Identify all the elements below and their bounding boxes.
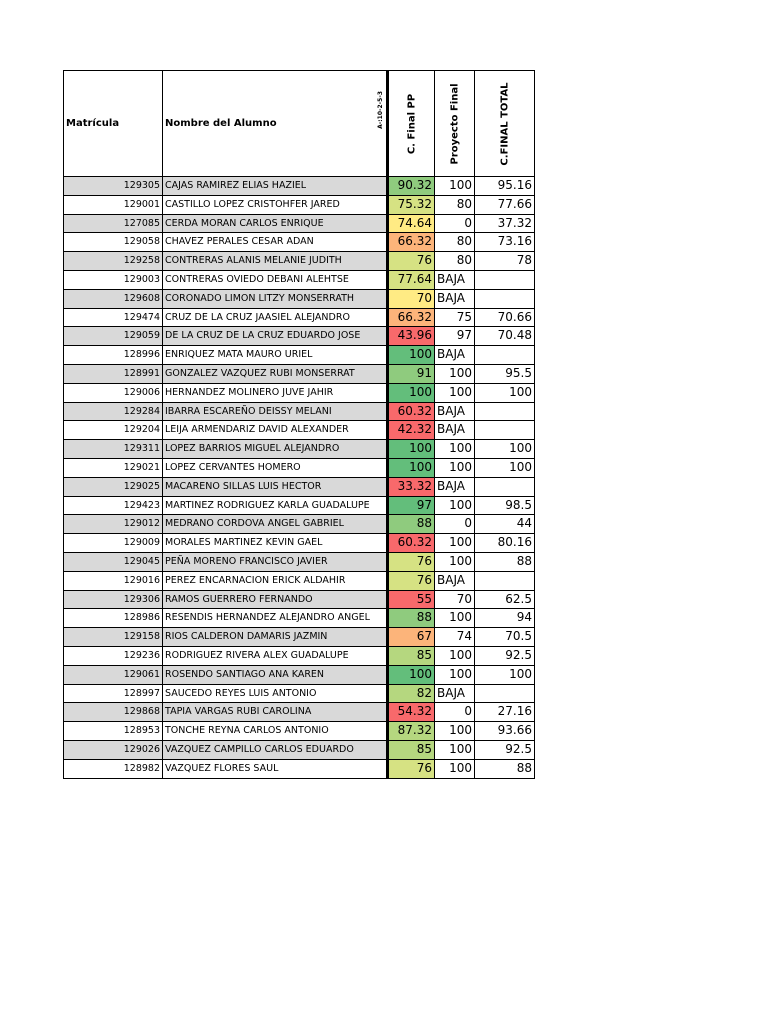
cell-matricula[interactable]: 129016 [64, 571, 163, 590]
cell-proyecto[interactable]: 100 [435, 665, 475, 684]
cell-nombre[interactable]: GONZALEZ VAZQUEZ RUBI MONSERRAT [163, 364, 388, 383]
cell-final-pp[interactable]: 74.64 [388, 214, 435, 233]
cell-final-pp[interactable]: 43.96 [388, 327, 435, 346]
cell-final-pp[interactable]: 70 [388, 289, 435, 308]
cell-proyecto[interactable]: 100 [435, 646, 475, 665]
cell-proyecto[interactable]: 100 [435, 609, 475, 628]
cell-nombre[interactable]: RAMOS GUERRERO FERNANDO [163, 590, 388, 609]
table-body [64, 177, 535, 779]
cell-proyecto[interactable]: 0 [435, 214, 475, 233]
cell-final-pp[interactable]: 66.32 [388, 308, 435, 327]
cell-nombre[interactable]: PEREZ ENCARNACION ERICK ALDAHIR [163, 571, 388, 590]
cell-matricula[interactable]: 128997 [64, 684, 163, 703]
cell-matricula[interactable]: 129025 [64, 477, 163, 496]
table-row [64, 759, 535, 778]
table-row [64, 609, 535, 628]
cell-total[interactable]: 37.32 [475, 214, 535, 233]
cell-nombre[interactable]: MARTINEZ RODRIGUEZ KARLA GUADALUPE [163, 496, 388, 515]
table-row [64, 383, 535, 402]
grades-table [63, 70, 535, 779]
cell-total[interactable]: 62.5 [475, 590, 535, 609]
table-row [64, 308, 535, 327]
cell-nombre[interactable]: CORONADO LIMON LITZY MONSERRATH [163, 289, 388, 308]
cell-proyecto[interactable]: 80 [435, 233, 475, 252]
table-row [64, 552, 535, 571]
cell-matricula[interactable]: 129045 [64, 552, 163, 571]
cell-matricula[interactable]: 129258 [64, 252, 163, 271]
cell-matricula[interactable]: 129006 [64, 383, 163, 402]
header-matricula[interactable]: Matrícula [64, 71, 163, 177]
cell-proyecto[interactable]: 100 [435, 458, 475, 477]
header-final-pp-label: C. Final PP [406, 93, 417, 154]
cell-total[interactable]: 92.5 [475, 646, 535, 665]
cell-final-pp[interactable]: 85 [388, 646, 435, 665]
cell-matricula[interactable]: 129311 [64, 440, 163, 459]
header-proyecto[interactable] [435, 71, 475, 177]
cell-final-pp[interactable]: 76 [388, 552, 435, 571]
cell-proyecto[interactable]: 100 [435, 722, 475, 741]
header-proyecto-label: Proyecto Final [449, 82, 460, 165]
cell-total[interactable]: 88 [475, 759, 535, 778]
cell-total[interactable] [475, 270, 535, 289]
cell-total[interactable] [475, 477, 535, 496]
table-row [64, 515, 535, 534]
cell-final-pp[interactable]: 67 [388, 628, 435, 647]
header-total-label: C.FINAL TOTAL [499, 81, 510, 166]
cell-total[interactable]: 44 [475, 515, 535, 534]
cell-total[interactable]: 100 [475, 665, 535, 684]
cell-proyecto[interactable]: 74 [435, 628, 475, 647]
cell-matricula[interactable]: 128953 [64, 722, 163, 741]
cell-nombre[interactable]: RIOS CALDERON DAMARIS JAZMIN [163, 628, 388, 647]
cell-proyecto[interactable]: 0 [435, 703, 475, 722]
cell-final-pp[interactable]: 91 [388, 364, 435, 383]
cell-proyecto[interactable]: 100 [435, 383, 475, 402]
cell-total[interactable] [475, 684, 535, 703]
cell-total[interactable]: 70.48 [475, 327, 535, 346]
cell-proyecto[interactable]: 97 [435, 327, 475, 346]
cell-proyecto[interactable]: BAJA [435, 421, 475, 440]
cell-final-pp[interactable]: 54.32 [388, 703, 435, 722]
cell-matricula[interactable]: 129021 [64, 458, 163, 477]
cell-matricula[interactable]: 129058 [64, 233, 163, 252]
cell-total[interactable] [475, 421, 535, 440]
cell-total[interactable]: 100 [475, 440, 535, 459]
table-row [64, 703, 535, 722]
cell-proyecto[interactable]: 70 [435, 590, 475, 609]
cell-final-pp[interactable]: 100 [388, 665, 435, 684]
cell-total[interactable]: 77.66 [475, 195, 535, 214]
cell-total[interactable]: 73.16 [475, 233, 535, 252]
cell-final-pp[interactable]: 76 [388, 759, 435, 778]
header-nombre[interactable] [163, 71, 388, 177]
cell-total[interactable]: 80.16 [475, 534, 535, 553]
cell-final-pp[interactable]: 60.32 [388, 534, 435, 553]
cell-proyecto[interactable]: BAJA [435, 289, 475, 308]
cell-proyecto[interactable]: 100 [435, 440, 475, 459]
cell-total[interactable]: 95.5 [475, 364, 535, 383]
cell-final-pp[interactable]: 100 [388, 458, 435, 477]
cell-total[interactable]: 27.16 [475, 703, 535, 722]
cell-nombre[interactable]: LEIJA ARMENDARIZ DAVID ALEXANDER [163, 421, 388, 440]
cell-nombre[interactable]: CONTRERAS ALANIS MELANIE JUDITH [163, 252, 388, 271]
cell-matricula[interactable]: 129868 [64, 703, 163, 722]
table-row [64, 289, 535, 308]
cell-total[interactable] [475, 571, 535, 590]
cell-total[interactable]: 78 [475, 252, 535, 271]
cell-matricula[interactable]: 129012 [64, 515, 163, 534]
cell-proyecto[interactable]: BAJA [435, 571, 475, 590]
cell-matricula[interactable]: 129608 [64, 289, 163, 308]
cell-nombre[interactable]: LOPEZ BARRIOS MIGUEL ALEJANDRO [163, 440, 388, 459]
cell-final-pp[interactable]: 85 [388, 740, 435, 759]
table-row [64, 440, 535, 459]
cell-matricula[interactable]: 129061 [64, 665, 163, 684]
cell-nombre[interactable]: ENRIQUEZ MATA MAURO URIEL [163, 346, 388, 365]
cell-matricula[interactable]: 128986 [64, 609, 163, 628]
table-row [64, 646, 535, 665]
cell-nombre[interactable]: CRUZ DE LA CRUZ JAASIEL ALEJANDRO [163, 308, 388, 327]
table-row [64, 665, 535, 684]
cell-nombre[interactable]: TONCHE REYNA CARLOS ANTONIO [163, 722, 388, 741]
cell-nombre[interactable]: DE LA CRUZ DE LA CRUZ EDUARDO JOSE [163, 327, 388, 346]
cell-total[interactable] [475, 289, 535, 308]
cell-final-pp[interactable]: 100 [388, 346, 435, 365]
table-row [64, 458, 535, 477]
table-row [64, 590, 535, 609]
table-row [64, 177, 535, 196]
cell-final-pp[interactable]: 97 [388, 496, 435, 515]
cell-nombre[interactable]: ROSENDO SANTIAGO ANA KAREN [163, 665, 388, 684]
cell-proyecto[interactable]: 100 [435, 740, 475, 759]
grades-sheet [63, 70, 535, 779]
cell-proyecto[interactable]: 0 [435, 515, 475, 534]
cell-nombre[interactable]: CHAVEZ PERALES CESAR ADAN [163, 233, 388, 252]
table-row [64, 534, 535, 553]
cell-matricula[interactable]: 127085 [64, 214, 163, 233]
cell-nombre[interactable]: RODRIGUEZ RIVERA ALEX GUADALUPE [163, 646, 388, 665]
cell-nombre[interactable]: MEDRANO CORDOVA ANGEL GABRIEL [163, 515, 388, 534]
table-row [64, 346, 535, 365]
cell-final-pp[interactable]: 87.32 [388, 722, 435, 741]
cell-matricula[interactable]: 128982 [64, 759, 163, 778]
cell-nombre[interactable]: LOPEZ CERVANTES HOMERO [163, 458, 388, 477]
cell-total[interactable]: 95.16 [475, 177, 535, 196]
cell-final-pp[interactable]: 42.32 [388, 421, 435, 440]
cell-final-pp[interactable]: 88 [388, 515, 435, 534]
table-row [64, 327, 535, 346]
header-marker: A-:10-2-5-3 [377, 91, 384, 129]
cell-proyecto[interactable]: 100 [435, 364, 475, 383]
cell-matricula[interactable]: 129305 [64, 177, 163, 196]
table-row [64, 270, 535, 289]
header-total[interactable] [475, 71, 535, 177]
table-row [64, 496, 535, 515]
cell-total[interactable]: 100 [475, 458, 535, 477]
cell-proyecto[interactable]: 100 [435, 552, 475, 571]
cell-nombre[interactable]: MORALES MARTINEZ KEVIN GAEL [163, 534, 388, 553]
cell-proyecto[interactable]: BAJA [435, 684, 475, 703]
cell-matricula[interactable]: 129306 [64, 590, 163, 609]
cell-total[interactable]: 93.66 [475, 722, 535, 741]
cell-final-pp[interactable]: 76 [388, 571, 435, 590]
cell-final-pp[interactable]: 88 [388, 609, 435, 628]
cell-final-pp[interactable]: 66.32 [388, 233, 435, 252]
cell-final-pp[interactable]: 75.32 [388, 195, 435, 214]
cell-matricula[interactable]: 129001 [64, 195, 163, 214]
cell-nombre[interactable]: PEÑA MORENO FRANCISCO JAVIER [163, 552, 388, 571]
cell-final-pp[interactable]: 82 [388, 684, 435, 703]
cell-final-pp[interactable]: 100 [388, 383, 435, 402]
cell-nombre[interactable]: HERNANDEZ MOLINERO JUVE JAHIR [163, 383, 388, 402]
cell-final-pp[interactable]: 90.32 [388, 177, 435, 196]
table-row [64, 628, 535, 647]
cell-final-pp[interactable]: 55 [388, 590, 435, 609]
cell-matricula[interactable]: 129204 [64, 421, 163, 440]
cell-proyecto[interactable]: BAJA [435, 402, 475, 421]
cell-matricula[interactable]: 129009 [64, 534, 163, 553]
cell-proyecto[interactable]: 100 [435, 177, 475, 196]
table-row [64, 571, 535, 590]
cell-nombre[interactable]: MACARENO SILLAS LUIS HECTOR [163, 477, 388, 496]
cell-nombre[interactable]: CASTILLO LOPEZ CRISTOHFER JARED [163, 195, 388, 214]
cell-final-pp[interactable]: 100 [388, 440, 435, 459]
cell-nombre[interactable]: VAZQUEZ CAMPILLO CARLOS EDUARDO [163, 740, 388, 759]
header-nombre-label: Nombre del Alumno [165, 118, 277, 129]
cell-proyecto[interactable]: 80 [435, 195, 475, 214]
cell-total[interactable] [475, 346, 535, 365]
cell-matricula[interactable]: 129059 [64, 327, 163, 346]
cell-total[interactable]: 98.5 [475, 496, 535, 515]
cell-nombre[interactable]: CAJAS RAMIREZ ELIAS HAZIEL [163, 177, 388, 196]
cell-nombre[interactable]: RESENDIS HERNANDEZ ALEJANDRO ANGEL [163, 609, 388, 628]
cell-total[interactable] [475, 402, 535, 421]
cell-nombre[interactable]: CONTRERAS OVIEDO DEBANI ALEHTSE [163, 270, 388, 289]
cell-matricula[interactable]: 129423 [64, 496, 163, 515]
header-final-pp[interactable] [388, 71, 435, 177]
cell-matricula[interactable]: 129026 [64, 740, 163, 759]
cell-total[interactable]: 94 [475, 609, 535, 628]
cell-proyecto[interactable]: 100 [435, 759, 475, 778]
cell-total[interactable]: 70.5 [475, 628, 535, 647]
table-row [64, 252, 535, 271]
cell-nombre[interactable]: TAPIA VARGAS RUBI CAROLINA [163, 703, 388, 722]
table-row [64, 477, 535, 496]
cell-matricula[interactable]: 129158 [64, 628, 163, 647]
cell-proyecto[interactable]: 75 [435, 308, 475, 327]
table-row [64, 684, 535, 703]
table-row [64, 722, 535, 741]
cell-final-pp[interactable]: 77.64 [388, 270, 435, 289]
cell-nombre[interactable]: CERDA MORAN CARLOS ENRIQUE [163, 214, 388, 233]
cell-matricula[interactable]: 129003 [64, 270, 163, 289]
table-row [64, 421, 535, 440]
cell-proyecto[interactable]: 80 [435, 252, 475, 271]
cell-proyecto[interactable]: BAJA [435, 346, 475, 365]
cell-nombre[interactable]: IBARRA ESCAREÑO DEISSY MELANI [163, 402, 388, 421]
cell-matricula[interactable]: 128991 [64, 364, 163, 383]
cell-matricula[interactable]: 128996 [64, 346, 163, 365]
cell-nombre[interactable]: SAUCEDO REYES LUIS ANTONIO [163, 684, 388, 703]
cell-proyecto[interactable]: BAJA [435, 270, 475, 289]
table-row [64, 233, 535, 252]
header-row [64, 71, 535, 177]
cell-final-pp[interactable]: 60.32 [388, 402, 435, 421]
cell-final-pp[interactable]: 76 [388, 252, 435, 271]
table-row [64, 364, 535, 383]
cell-matricula[interactable]: 129236 [64, 646, 163, 665]
cell-matricula[interactable]: 129284 [64, 402, 163, 421]
table-row [64, 402, 535, 421]
cell-nombre[interactable]: VAZQUEZ FLORES SAUL [163, 759, 388, 778]
table-row [64, 195, 535, 214]
table-row [64, 740, 535, 759]
cell-proyecto[interactable]: BAJA [435, 477, 475, 496]
table-row [64, 214, 535, 233]
cell-proyecto[interactable]: 100 [435, 534, 475, 553]
cell-final-pp[interactable]: 33.32 [388, 477, 435, 496]
cell-total[interactable]: 88 [475, 552, 535, 571]
cell-proyecto[interactable]: 100 [435, 496, 475, 515]
cell-total[interactable]: 92.5 [475, 740, 535, 759]
cell-total[interactable]: 70.66 [475, 308, 535, 327]
cell-matricula[interactable]: 129474 [64, 308, 163, 327]
cell-total[interactable]: 100 [475, 383, 535, 402]
